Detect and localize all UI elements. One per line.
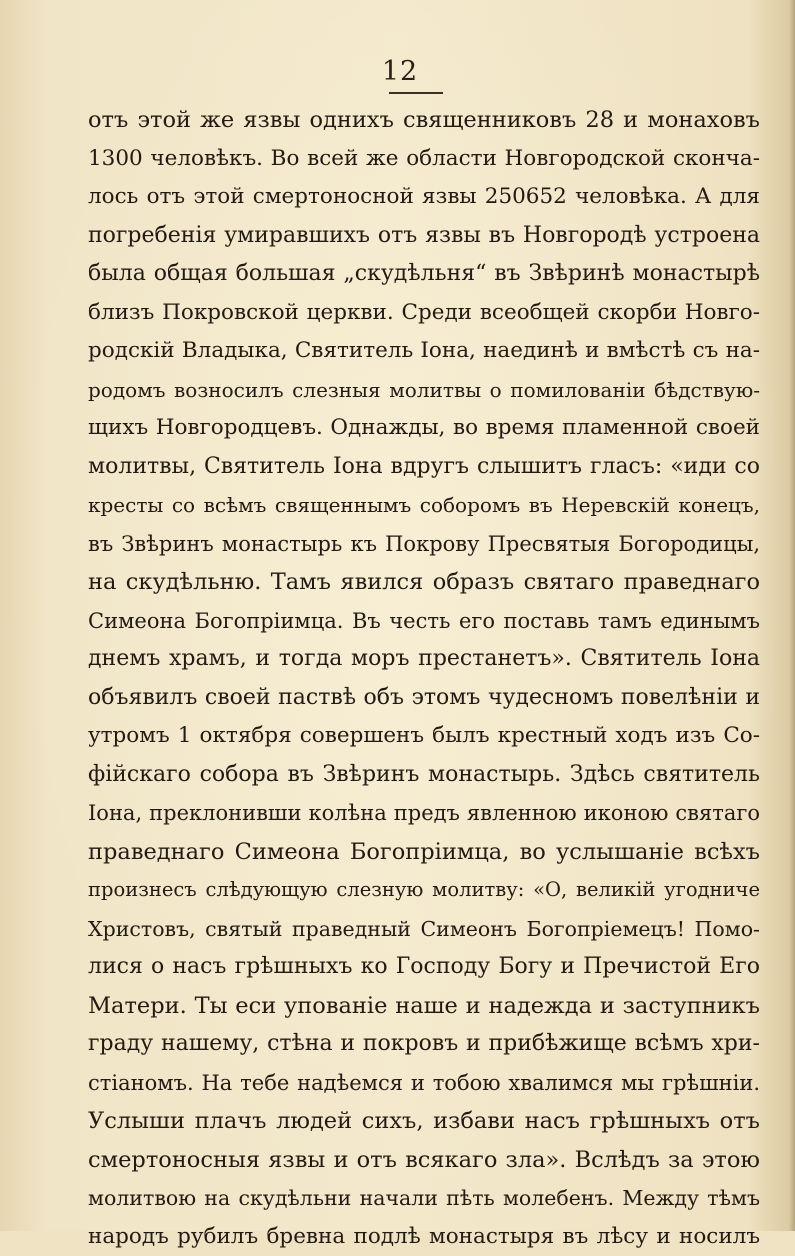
text-line: въ Звѣринъ монастырь къ Покрову Пресвятыя Богородицы, [88, 525, 760, 564]
text-line: родскій Владыка, Святитель Іона, наединѣ и вмѣстѣ съ на- [88, 332, 760, 371]
text-line: смертоносныя язвы и отъ всякаго зла». Вслѣдъ за этою [88, 1141, 760, 1180]
text-line: фійскаго собора въ Звѣринъ монастырь. Здѣсь святитель [88, 756, 760, 795]
text-line: молитвы, Святитель Іона вдругъ слышитъ гласъ: «иди со [88, 448, 760, 487]
text-line: произнесъ слѣдующую слезную молитву: «О, великій угодниче [88, 871, 760, 910]
text-line: народъ рубилъ бревна подлѣ монастыря въ лѣсу и носилъ [88, 1218, 760, 1256]
text-line: молитвою на скудѣльни начали пѣть молебенъ. Между тѣмъ [88, 1179, 760, 1218]
page-edge-shadow [789, 0, 795, 1231]
text-line: днемъ храмъ, и тогда моръ престанетъ». Святитель Іона [88, 640, 760, 679]
text-line: лось отъ этой смертоносной язвы 250652 человѣка. А для [88, 178, 760, 217]
page-number: 12 [360, 56, 440, 87]
text-line: Матери. Ты еси упованіе наше и надежда и заступникъ [88, 987, 760, 1026]
page-number-rule [389, 92, 443, 94]
text-line: лися о насъ грѣшныхъ ко Господу Богу и Пречистой Его [88, 948, 760, 987]
text-line: была общая большая „скудѣльня“ въ Звѣринѣ монастырѣ [88, 255, 760, 294]
text-line: Христовъ, святый праведный Симеонъ Богопріемецъ! Помо- [88, 910, 760, 949]
text-line: погребенія умиравшихъ отъ язвы въ Новгородѣ устроена [88, 217, 760, 256]
text-line: утромъ 1 октября совершенъ былъ крестный ходъ изъ Со- [88, 717, 760, 756]
text-line: близъ Покровской церкви. Среди всеобщей скорби Новго- [88, 294, 760, 333]
text-line: граду нашему, стѣна и покровъ и прибѣжище всѣмъ хри- [88, 1025, 760, 1064]
text-line: щихъ Новгородцевъ. Однажды, во время пламенной своей [88, 409, 760, 448]
text-line: Симеона Богопріимца. Въ честь его поставь тамъ единымъ [88, 602, 760, 641]
text-line: 1300 человѣкъ. Во всей же области Новгородской сконча- [88, 140, 760, 179]
text-line: Іона, преклонивши колѣна предъ явленною иконою святаго [88, 794, 760, 833]
text-line: объявилъ своей паствѣ объ этомъ чудесномъ повелѣніи и [88, 679, 760, 718]
text-line: родомъ возносилъ слезныя молитвы о помилованіи бѣдствую- [88, 371, 760, 410]
text-line: на скудѣльню. Тамъ явился образъ святаго праведнаго [88, 563, 760, 602]
text-line: праведнаго Симеона Богопріимца, во услышаніе всѣхъ [88, 833, 760, 872]
text-body [88, 101, 760, 1256]
text-line: кресты со всѣмъ священнымъ соборомъ въ Неревскій конецъ, [88, 486, 760, 525]
text-line: Услыши плачъ людей сихъ, избави насъ грѣшныхъ отъ [88, 1102, 760, 1141]
text-line: стіаномъ. На тебе надѣемся и тобою хвалимся мы грѣшніи. [88, 1064, 760, 1103]
text-line: отъ этой же язвы однихъ священниковъ 28 и монаховъ [88, 101, 760, 140]
